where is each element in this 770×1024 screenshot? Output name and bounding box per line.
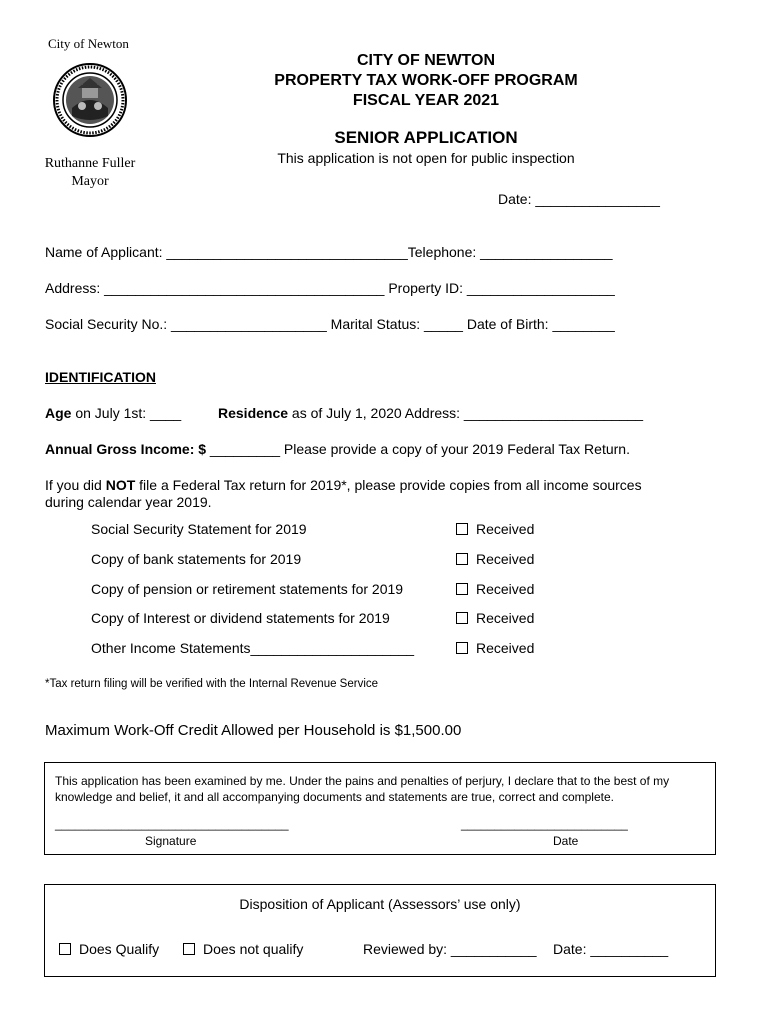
- disposition-date-field[interactable]: Date: __________: [553, 941, 669, 957]
- form-subtitle: SENIOR APPLICATION: [334, 128, 518, 147]
- document-label: Social Security Statement for 2019: [91, 521, 307, 537]
- received-checkbox[interactable]: Received: [456, 640, 534, 656]
- does-qualify-checkbox[interactable]: Does Qualify: [59, 941, 159, 957]
- document-label: Copy of Interest or dividend statements for 2019: [91, 610, 390, 626]
- identification-heading: IDENTIFICATION: [45, 369, 156, 385]
- document-label: Copy of bank statements for 2019: [91, 551, 302, 567]
- received-checkbox[interactable]: Received: [456, 551, 534, 567]
- declaration-box: [44, 762, 716, 855]
- declaration-text-line2: knowledge and belief, it and all accompanying documents and statements are true, correct and complete.: [55, 790, 614, 804]
- checkbox-icon[interactable]: [456, 553, 468, 565]
- checkbox-icon[interactable]: [183, 943, 195, 955]
- reviewed-by-field[interactable]: Reviewed by: ___________: [363, 941, 537, 957]
- mayor-name: Ruthanne Fuller: [44, 156, 136, 171]
- city-seal-icon: [52, 62, 128, 138]
- disposition-title: Disposition of Applicant (Assessors’ use only): [239, 896, 521, 912]
- city-label: City of Newton: [48, 36, 129, 51]
- checkbox-icon[interactable]: [456, 642, 468, 654]
- address-property-id-line[interactable]: Address: ____________________________________ Property ID: ___________________: [45, 280, 615, 296]
- title-line-2: PROPERTY TAX WORK-OFF PROGRAM: [274, 72, 578, 89]
- received-checkbox[interactable]: Received: [456, 610, 534, 626]
- confidentiality-note: This application is not open for public inspection: [277, 150, 575, 166]
- income-field[interactable]: _________ Please provide a copy of your 2019 Federal Tax Return.: [206, 441, 630, 457]
- does-not-qualify-checkbox[interactable]: Does not qualify: [183, 941, 303, 957]
- checkbox-icon[interactable]: [456, 523, 468, 535]
- ssn-marital-dob-line[interactable]: Social Security No.: ____________________ Marital Status: _____ Date of Birth: ________: [45, 316, 615, 332]
- footnote: *Tax return filing will be verified with the Internal Revenue Service: [45, 678, 379, 690]
- age-line[interactable]: [45, 405, 181, 421]
- date-field[interactable]: Date: ________________: [498, 191, 660, 207]
- no-return-instruction-line2: during calendar year 2019.: [45, 494, 212, 510]
- applicant-name-telephone-line[interactable]: Name of Applicant: _______________________________Telephone: _________________: [45, 244, 613, 260]
- received-checkbox[interactable]: Received: [456, 581, 534, 597]
- checkbox-icon[interactable]: [456, 612, 468, 624]
- residence-line[interactable]: [218, 405, 643, 421]
- mayor-title: Mayor: [71, 174, 109, 189]
- received-checkbox[interactable]: Received: [456, 521, 534, 537]
- age-field[interactable]: on July 1st: ____: [71, 405, 182, 421]
- income-label: Annual Gross Income: $: [45, 441, 207, 457]
- income-line[interactable]: [45, 441, 630, 457]
- residence-label: Residence: [218, 405, 289, 421]
- residence-field[interactable]: as of July 1, 2020 Address: _______________________: [288, 405, 644, 421]
- disposition-box: [44, 884, 716, 977]
- declaration-date-line[interactable]: _________________________: [461, 817, 628, 831]
- max-credit-note: Maximum Work-Off Credit Allowed per Household is $1,500.00: [45, 722, 462, 739]
- checkbox-icon[interactable]: [456, 583, 468, 595]
- document-label[interactable]: Other Income Statements_____________________: [91, 640, 415, 656]
- declaration-date-label: Date: [553, 834, 579, 848]
- title-line-1: CITY OF NEWTON: [356, 52, 496, 69]
- title-line-3: FISCAL YEAR 2021: [352, 92, 500, 109]
- signature-label: Signature: [145, 834, 197, 848]
- signature-line[interactable]: ___________________________________: [55, 817, 289, 831]
- declaration-text-line1: This application has been examined by me. Under the pains and penalties of perjury, I declare that to the best of my: [55, 774, 670, 788]
- age-label: Age: [45, 405, 72, 421]
- no-return-instruction: If you did NOT file a Federal Tax return for 2019*, please provide copies from all income sources: [45, 477, 642, 493]
- checkbox-icon[interactable]: [59, 943, 71, 955]
- document-label: Copy of pension or retirement statements for 2019: [91, 581, 404, 597]
